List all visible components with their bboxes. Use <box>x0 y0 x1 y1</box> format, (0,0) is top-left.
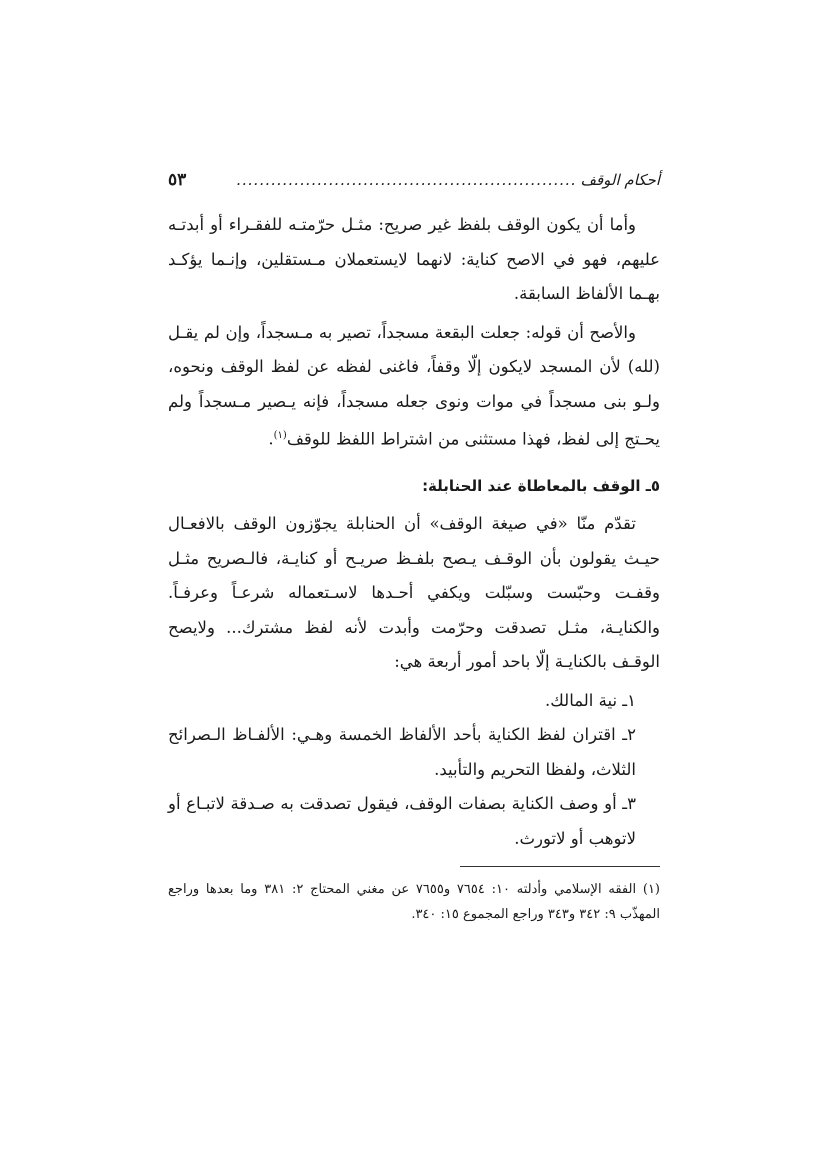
paragraph-1: وأما أن يكون الوقف بلفظ غير صريح: مثـل حرّمتـه للفقـراء أو أبدتـه عليهم، فهو في الاصح كناية: لانهما لايستعملان مـستقلين، وإنـما يؤكـد بهـما الألفاظ السابقة. <box>168 215 660 303</box>
paragraph-2 <box>168 316 660 458</box>
running-title: أحكام الوقف <box>580 171 660 189</box>
footnote-text: (١) الفقه الإسلامي وأدلته ١٠: ٧٦٥٤ و٧٦٥٥ عن مغني المحتاج ٢: ٣٨١ وما بعدها وراجع المهذّب ٩: ٣٤٢ و٣٤٣ وراجع المجموع ١٥: ٣٤٠. <box>168 882 660 922</box>
paragraph-2-text: والأصح أن قوله: جعلت البقعة مسجداً، تصير به مـسجداً، وإن لم يقـل (لله) لأن المسجد لايكون إلّا وقفاً، فاغنى لفظه عن لفظ الوقف ونحوه، ولـو بنى مسجداً في موات ونوى جعله مسجداً، فإنه يـصير مـسجداً ولم يحـتج إلى لفظ، فهذا مستثنى من اشتراط اللفظ للوقف <box>168 322 660 449</box>
section-heading: ٥ـ الوقف بالمعاطاة عند الحنابلة: <box>422 477 660 495</box>
list-item-1: ١ـ نية المالك. <box>545 690 636 710</box>
paragraph-2-end: . <box>268 429 274 449</box>
section-paragraph: تقدّم منّا «في صيغة الوقف» أن الحنابلة يجوّزون الوقف بالافعـال حيـث يقولون بأن الوقـف يـصح بلفـظ صريـح أو كنايـة، فالـصريح مثـل وقفـت وحبّست وسبّلت ويكفي أحـدها لاسـتعماله شرعـاً وعرفـاً. والكنايـة، مثـل تصدقت وحرّمت وأبدت لأنه لفظ مشترك... ولايصح الوقـف بالكنايـة إلّا باحد أمور أربعة هي: <box>168 514 660 671</box>
page-number: ٥٣ <box>168 170 187 190</box>
leader-dots: ........................................................... <box>236 171 577 189</box>
list-item-3: ٣ـ أو وصف الكناية بصفات الوقف، فيقول تصدقت به صـدقة لاتبـاع أو لاتوهب أو لاتورث. <box>168 794 636 848</box>
footnote-divider <box>460 866 660 867</box>
running-header <box>168 170 660 198</box>
footnote-marker[interactable]: (١) <box>273 430 287 441</box>
book-page <box>168 170 660 927</box>
list-item-2: ٢ـ اقتران لفظ الكناية بأحد الألفاظ الخمسة وهـي: الألفـاظ الـصرائح الثلاث، ولفظا التحريم والتأبيد. <box>168 725 636 779</box>
